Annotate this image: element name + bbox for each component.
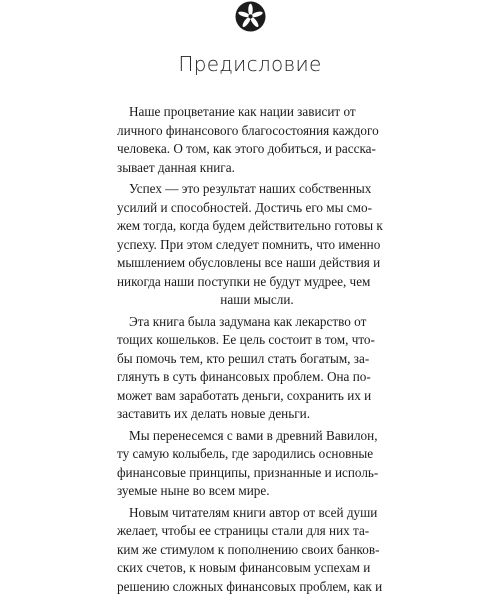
text-line: заставить их делать новые деньги. <box>117 405 397 424</box>
body-text <box>117 103 397 596</box>
text-line: мышлением обусловлены все наши действия и <box>117 254 397 273</box>
text-line: личного финансового благосостояния каждого <box>117 122 397 141</box>
paragraph <box>117 504 397 596</box>
text-line: решению сложных финансовых проблем, как и <box>117 578 397 596</box>
text-line: никогда наши поступки не будут мудрее, чем <box>117 273 397 292</box>
text-line: желает, чтобы ее страницы стали для них та- <box>117 522 397 541</box>
text-line: Наше процветание как нации зависит от <box>117 103 397 122</box>
text-line: жем тогда, когда будем действительно готовы к <box>117 217 397 236</box>
text-line: финансовые принципы, признанные и исполь- <box>117 464 397 483</box>
text-line: человека. О том, как этого добиться, и расска- <box>117 140 397 159</box>
text-line: усилий и способностей. Достичь его мы смо- <box>117 199 397 218</box>
paragraph <box>117 103 397 177</box>
text-line: ту самую колыбель, где зародились основные <box>117 445 397 464</box>
text-line: Мы перенесемся с вами в древний Вавилон, <box>117 427 397 446</box>
text-line: тощих кошельков. Ее цель состоит в том, что- <box>117 331 397 350</box>
text-line: Эта книга была задумана как лекарство от <box>117 313 397 332</box>
text-line: бы помочь тем, кто решил стать богатым, за- <box>117 350 397 369</box>
flower-star-icon <box>235 1 266 32</box>
text-line: ских счетов, к новым финансовым успехам и <box>117 559 397 578</box>
text-line: зывает данная книга. <box>117 159 397 178</box>
chapter-title: Предисловие <box>0 52 500 76</box>
text-line: Новым читателям книги автор от всей души <box>117 504 397 523</box>
text-line: наши мысли. <box>117 291 397 310</box>
text-line: ким же стимулом к пополнению своих банков- <box>117 541 397 560</box>
text-line: успеху. При этом следует помнить, что именно <box>117 236 397 255</box>
paragraph <box>117 427 397 501</box>
paragraph <box>117 180 397 310</box>
text-line: зуемые ныне во всем мире. <box>117 482 397 501</box>
paragraph <box>117 313 397 424</box>
text-line: может вам заработать деньги, сохранить их и <box>117 387 397 406</box>
text-line: Успех — это результат наших собственных <box>117 180 397 199</box>
text-line: глянуть в суть финансовых проблем. Она по- <box>117 368 397 387</box>
